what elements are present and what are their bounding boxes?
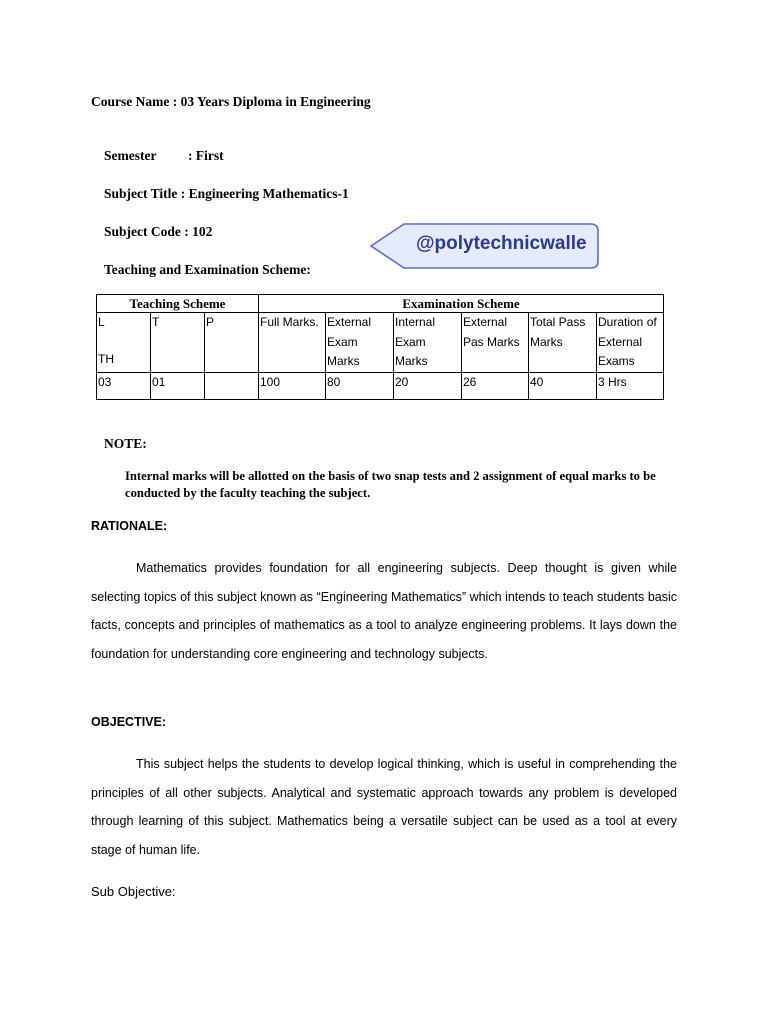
col-external-pass-marks: External Pas Marks bbox=[462, 313, 529, 373]
teaching-scheme-header: Teaching Scheme bbox=[97, 295, 259, 313]
sub-objective-heading: Sub Objective: bbox=[91, 884, 176, 899]
col-full-marks: Full Marks. bbox=[259, 313, 326, 373]
table-cell: 26 bbox=[462, 372, 529, 399]
scheme-heading: Teaching and Examination Scheme: bbox=[104, 262, 311, 277]
table-row bbox=[97, 372, 664, 399]
semester-line bbox=[104, 148, 224, 164]
note-text: Internal marks will be allotted on the basis of two snap tests and 2 assignment of equal marks to be conducted by the faculty teaching the subject. bbox=[125, 469, 656, 500]
rationale-heading: RATIONALE: bbox=[91, 519, 168, 533]
table-cell: 100 bbox=[259, 372, 326, 399]
objective-heading: OBJECTIVE: bbox=[91, 715, 167, 729]
course-name: Course Name : 03 Years Diploma in Engineering bbox=[91, 94, 371, 109]
semester-label: Semester bbox=[104, 148, 157, 163]
column-header-row bbox=[97, 313, 664, 373]
col-internal-exam-marks: Internal Exam Marks bbox=[394, 313, 462, 373]
table-cell: 40 bbox=[529, 372, 597, 399]
watermark-callout bbox=[368, 222, 600, 270]
table-cell: 3 Hrs bbox=[597, 372, 664, 399]
subject-code: Subject Code : 102 bbox=[104, 224, 213, 239]
table-cell: 03 bbox=[97, 372, 151, 399]
subject-title: Subject Title : Engineering Mathematics-1 bbox=[104, 186, 349, 201]
col-total-pass-marks: Total Pass Marks bbox=[529, 313, 597, 373]
watermark-text: @polytechnicwalle bbox=[416, 233, 587, 254]
col-t: T bbox=[151, 313, 205, 373]
table-cell bbox=[205, 372, 259, 399]
th-label: TH bbox=[98, 352, 114, 366]
col-l bbox=[97, 313, 151, 373]
col-p: P bbox=[205, 313, 259, 373]
col-l-label: L bbox=[98, 315, 105, 329]
scheme-table bbox=[96, 294, 664, 400]
examination-scheme-header: Examination Scheme bbox=[259, 295, 664, 313]
col-external-exam-marks: External Exam Marks bbox=[326, 313, 394, 373]
table-cell: 80 bbox=[326, 372, 394, 399]
rationale-text: Mathematics provides foundation for all engineering subjects. Deep thought is given while selecting topics of this subject known as “Engineering Mathematics” which intends to teach students basic facts, concepts and principles of mathematics as a tool to analyze engineering problems. It lays down the foundation for understanding core engineering and technology subjects. bbox=[91, 561, 677, 661]
group-header-row bbox=[97, 295, 664, 313]
objective-text: This subject helps the students to develop logical thinking, which is useful in comprehending the principles of all other subjects. Analytical and systematic approach towards any problem is developed through learning of this subject. Mathematics being a versatile subject can be used as a tool at every stage of human life. bbox=[91, 757, 677, 857]
table-cell: 01 bbox=[151, 372, 205, 399]
semester-value: : First bbox=[188, 148, 224, 163]
note-heading: NOTE: bbox=[104, 436, 147, 451]
table-cell: 20 bbox=[394, 372, 462, 399]
col-duration: Duration of External Exams bbox=[597, 313, 664, 373]
